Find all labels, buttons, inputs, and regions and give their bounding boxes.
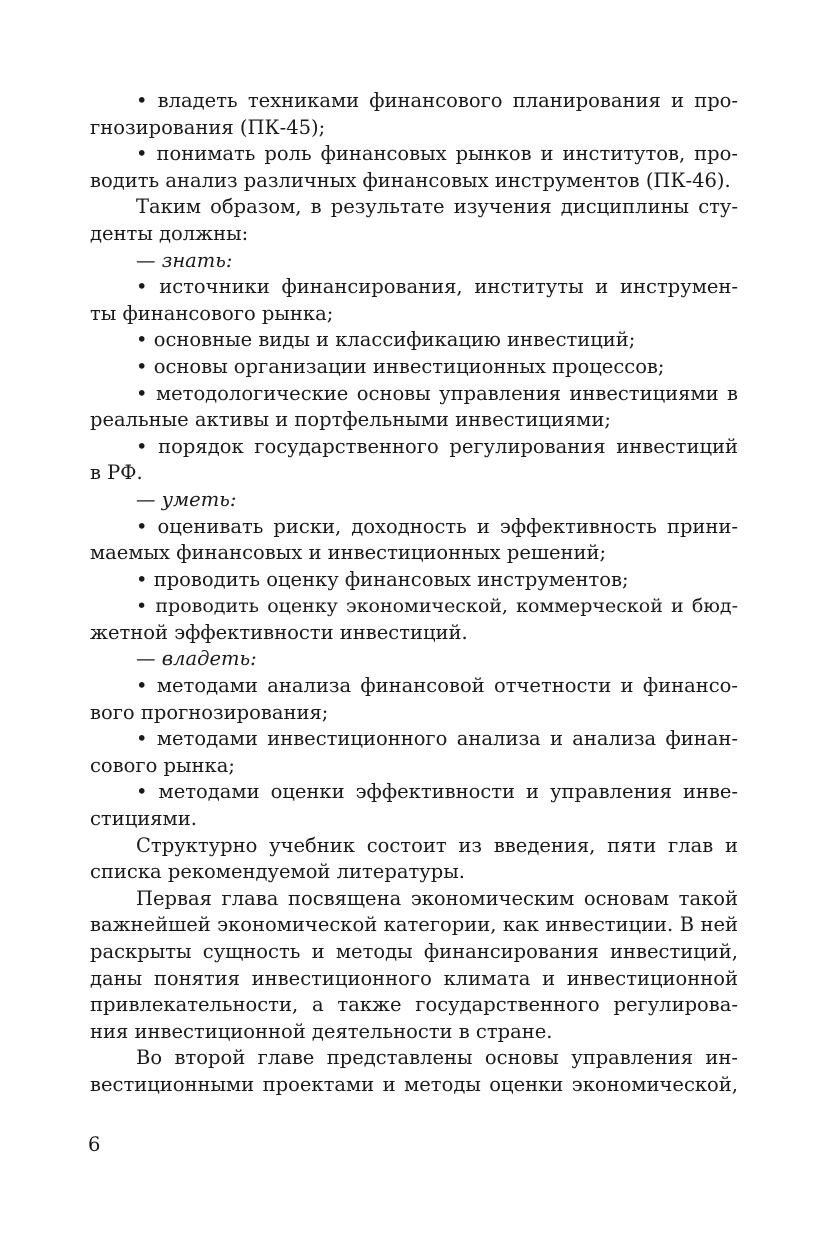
text-line: денты должны: — [90, 221, 249, 245]
text-line: списка рекомендуемой литературы. — [90, 860, 465, 884]
text-line: раскрыты сущность и методы финансирования инвестиций, — [90, 940, 738, 963]
text-line: • методами оценки эффективности и управления инве- — [136, 780, 738, 804]
text-line: • понимать роль финансовых рынков и институтов, про- — [136, 142, 738, 166]
section-label-know: — знать: — [136, 248, 233, 272]
text-line: в РФ. — [90, 461, 143, 485]
text-line: сового рынка; — [90, 753, 235, 777]
page-number: 6 — [88, 1133, 101, 1156]
text-line: • методами анализа финансовой отчетности и финансо- — [136, 674, 738, 698]
text-line: • владеть техниками финансового планирования и про- — [136, 89, 738, 112]
text-line: • основные виды и классификацию инвестиций; — [136, 328, 636, 352]
text-line: реальные активы и портфельными инвестициями; — [90, 408, 611, 432]
text-line: ния инвестиционной деятельности в стране. — [90, 1019, 553, 1043]
text-line: • основы организации инвестиционных процессов; — [136, 354, 665, 378]
text-line: Во второй главе представлены основы управления ин- — [136, 1046, 738, 1070]
text-line: • методами инвестиционного анализа и анализа финан- — [136, 727, 738, 751]
section-label-can: — уметь: — [136, 487, 237, 511]
text-line: маемых финансовых и инвестиционных решений; — [90, 541, 607, 565]
section-label-master: — владеть: — [136, 647, 257, 671]
text-line: водить анализ различных финансовых инструментов (ПК-46). — [90, 168, 731, 192]
text-line: Первая глава посвящена экономическим основам такой — [136, 886, 738, 910]
text-line: ты финансового рынка; — [90, 301, 334, 325]
text-line: привлекательности, а также государственного регулирова- — [90, 993, 738, 1017]
text-line: • источники финансирования, институты и инструмен- — [136, 275, 738, 299]
text-line: стициями. — [90, 807, 197, 831]
text-line: • методологические основы управления инвестициями в — [136, 381, 738, 405]
text-line: гнозирования (ПК-45); — [90, 115, 326, 139]
text-line: жетной эффективности инвестиций. — [90, 620, 468, 644]
text-line: вестиционными проектами и методы оценки экономической, — [90, 1072, 738, 1096]
page-body — [90, 88, 738, 1099]
text-line: Таким образом, в результате изучения дисциплины сту- — [136, 195, 738, 219]
text-line: даны понятия инвестиционного климата и инвестиционной — [90, 966, 738, 990]
text-line: • порядок государственного регулирования инвестиций — [136, 434, 738, 458]
text-line: Структурно учебник состоит из введения, пяти глав и — [136, 833, 738, 857]
text-line: • оценивать риски, доходность и эффективность прини- — [136, 514, 738, 538]
text-line: важнейшей экономической категории, как инвестиции. В ней — [90, 913, 738, 937]
text-line: вого прогнозирования; — [90, 700, 329, 724]
text-line: • проводить оценку экономической, коммерческой и бюд- — [136, 595, 738, 618]
text-line: • проводить оценку финансовых инструментов; — [136, 567, 629, 591]
